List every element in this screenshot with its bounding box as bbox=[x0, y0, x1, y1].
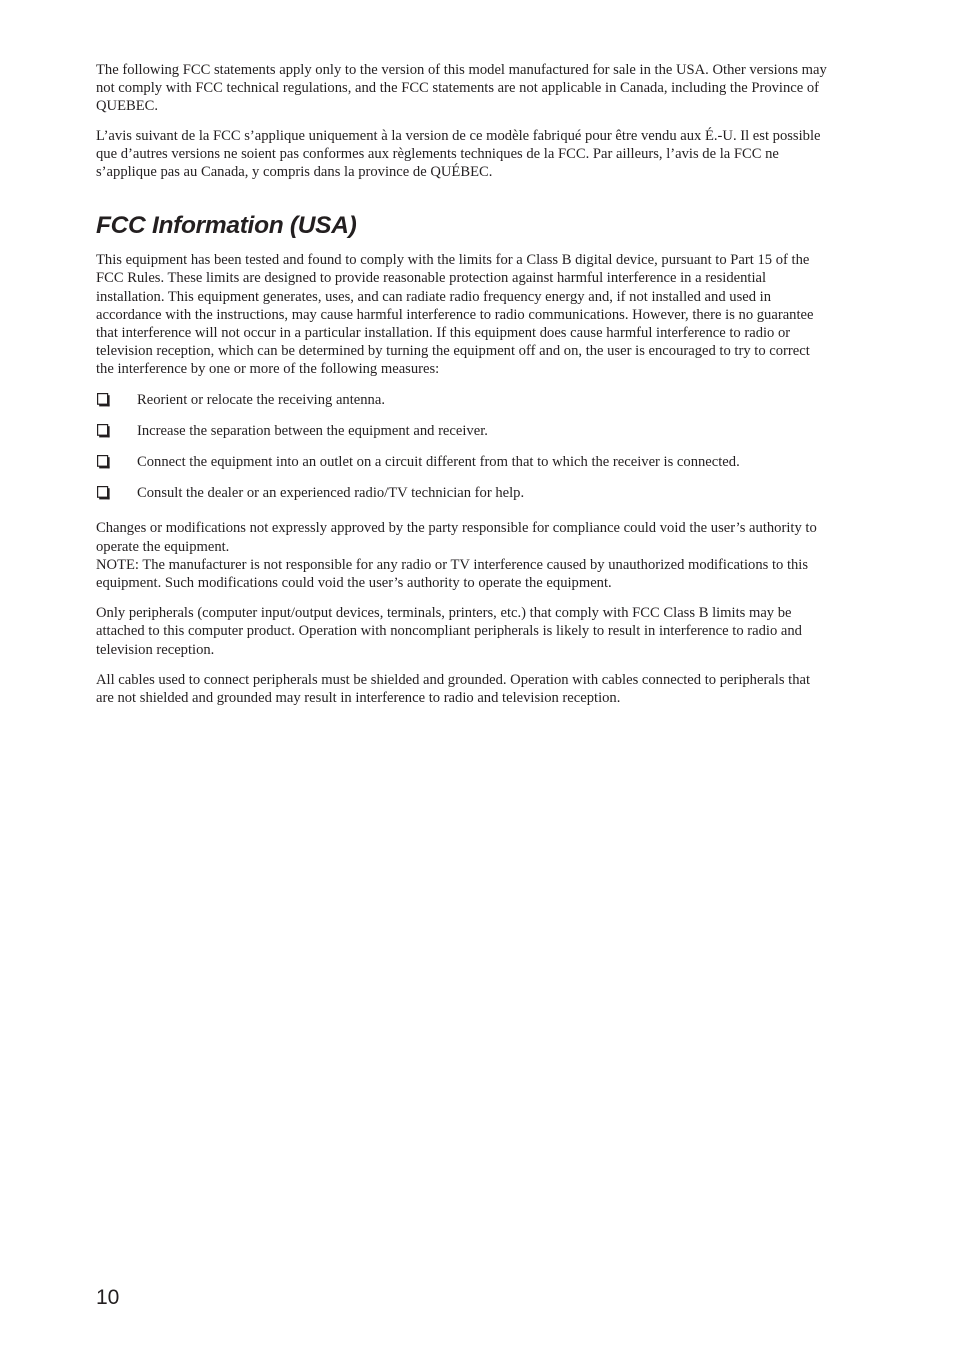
manufacturer-note: NOTE: The manufacturer is not responsible for any radio or TV interference caused by unauthorized modifications to this equipment. Such modifications could void the user’s authority to operate the equipment. bbox=[96, 556, 809, 592]
page-number: 10 bbox=[96, 1286, 120, 1309]
measure-text: Consult the dealer or an experienced radio/TV technician for help. bbox=[137, 485, 525, 502]
list-item bbox=[96, 422, 828, 440]
list-item bbox=[96, 391, 828, 409]
checkbox-icon bbox=[97, 393, 110, 407]
interference-measures-list bbox=[96, 391, 828, 503]
changes-warning: Changes or modifications not expressly approved by the party responsible for compliance could void the user’s authority to operate the equipment. bbox=[96, 520, 817, 555]
checkbox-icon bbox=[97, 455, 110, 469]
fcc-compliance-paragraph: This equipment has been tested and found to comply with the limits for a Class B digital device, pursuant to Part 15 of the FCC Rules. These limits are designed to provide reasonable protection against harmful interference in a residential installation. This equipment generates, uses, and can radiate radio frequency energy and, if not installed and used in accordance with the instructions, may cause harmful interference to radio communications. However, there is no guarantee that interference will not occur in a particular installation. If this equipment does cause harmful interference to radio or television reception, which can be determined by turning the equipment off and on, the user is encouraged to try to correct the interference by one or more of the following measures: bbox=[96, 252, 814, 378]
measure-text: Connect the equipment into an outlet on a circuit different from that to which the receiver is connected. bbox=[137, 454, 740, 471]
measure-text: Increase the separation between the equipment and receiver. bbox=[137, 422, 488, 439]
fcc-notice-french: L’avis suivant de la FCC s’applique uniquement à la version de ce modèle fabriqué pour être vendu aux É.-U. Il est possible que d’autres versions ne soient pas conformes aux règlements techniques de la FCC. Par ailleurs, l’avis de la FCC ne s’applique pas au Canada, y compris dans la province de QUÉBEC. bbox=[96, 127, 821, 181]
list-item bbox=[96, 453, 828, 471]
checkbox-icon bbox=[97, 424, 110, 438]
cables-paragraph: All cables used to connect peripherals must be shielded and grounded. Operation with cables connected to peripherals that are not shielded and grounded may result in interference to radio and television reception. bbox=[96, 671, 811, 707]
section-heading: FCC Information (USA) bbox=[96, 212, 357, 240]
measure-text: Reorient or relocate the receiving antenna. bbox=[137, 391, 385, 408]
fcc-notice-english: The following FCC statements apply only to the version of this model manufactured for sale in the USA. Other versions may not comply with FCC technical regulations, and the FCC statements are not applicable in Canada, including the Province of QUEBEC. bbox=[96, 62, 827, 115]
peripherals-paragraph: Only peripherals (computer input/output devices, terminals, printers, etc.) that comply with FCC Class B limits may be attached to this computer product. Operation with noncompliant peripherals is likely to result in interference to radio and television reception. bbox=[96, 605, 802, 658]
list-item bbox=[96, 484, 828, 502]
checkbox-icon bbox=[97, 486, 110, 500]
page-content bbox=[96, 61, 828, 707]
